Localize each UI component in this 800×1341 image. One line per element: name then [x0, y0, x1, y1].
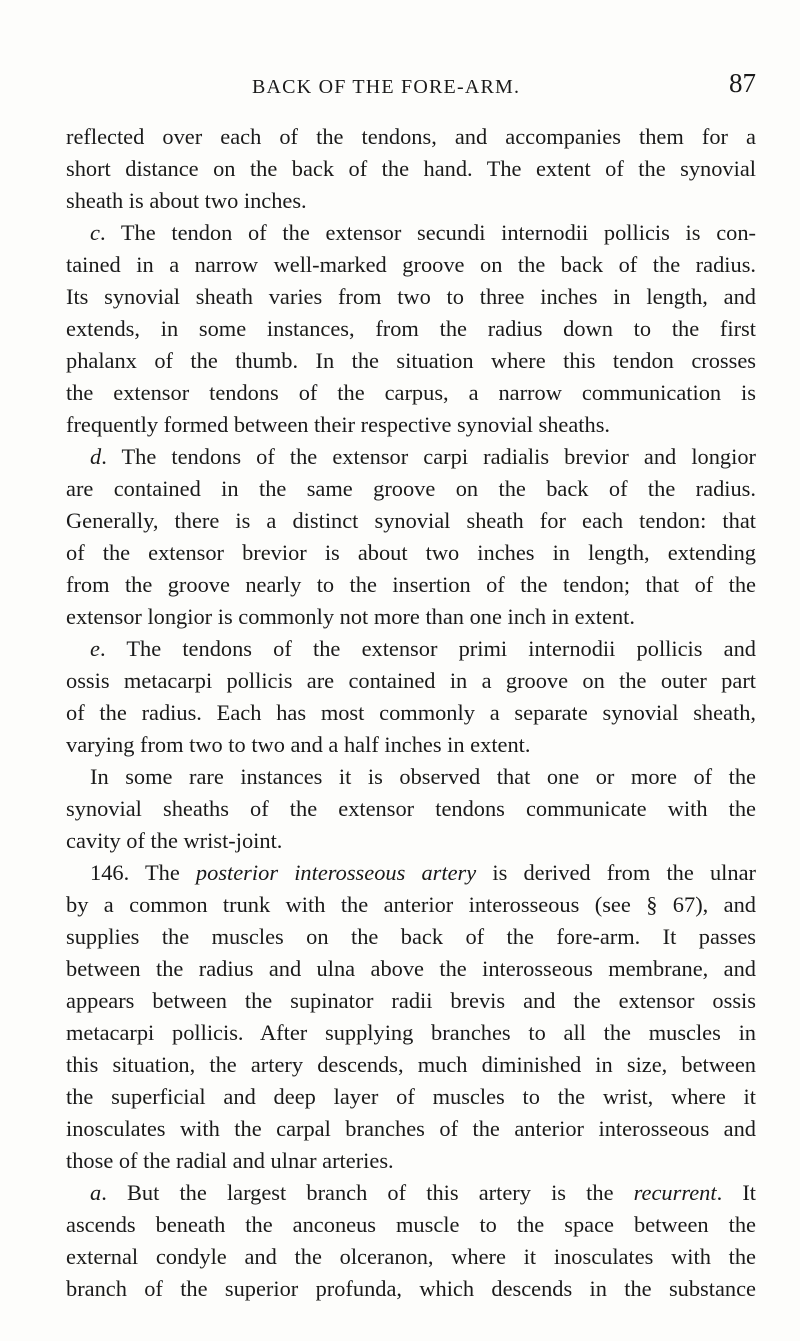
text-line: inosculates with the carpal branches of the anterior interosseous and [66, 1116, 756, 1141]
text-line: Generally, there is a distinct synovial sheath for each tendon: that [66, 508, 756, 533]
text-line: tained in a narrow well-marked groove on the back of the radius. [66, 252, 756, 277]
text-line: ossis metacarpi pollicis are contained in a groove on the outer part [66, 668, 756, 693]
text-line: ascends beneath the anconeus muscle to the space between the [66, 1212, 756, 1237]
text-line: those of the radial and ulnar arteries. [66, 1148, 394, 1173]
text-line: this situation, the artery descends, much diminished in size, between [66, 1052, 756, 1077]
text-line: a. But the largest branch of this artery is the recurrent. It [90, 1180, 756, 1205]
text-line: metacarpi pollicis. After supplying branches to all the muscles in [66, 1020, 756, 1045]
text-line: extensor longior is commonly not more than one inch in extent. [66, 604, 635, 629]
page-number: 87 [729, 68, 756, 98]
running-title: BACK OF THE FORE-ARM. [252, 76, 521, 98]
text-line: branch of the superior profunda, which descends in the substance [66, 1276, 756, 1301]
text-line: frequently formed between their respective synovial sheaths. [66, 412, 611, 437]
text-line: the extensor tendons of the carpus, a narrow communication is [66, 380, 756, 405]
text-line: c. The tendon of the extensor secundi internodii pollicis is con- [90, 220, 756, 245]
running-head [0, 68, 800, 108]
text-line: appears between the supinator radii brevis and the extensor ossis [66, 988, 756, 1013]
text-line: supplies the muscles on the back of the fore-arm. It passes [66, 924, 756, 949]
text-line: of the radius. Each has most commonly a separate synovial sheath, [66, 700, 756, 725]
text-line: phalanx of the thumb. In the situation where this tendon crosses [66, 348, 756, 373]
text-line: from the groove nearly to the insertion of the tendon; that of the [66, 572, 756, 597]
text-line: short distance on the back of the hand. The extent of the synovial [66, 156, 756, 181]
text-line: external condyle and the olceranon, where it inosculates with the [66, 1244, 756, 1269]
text-line: the superficial and deep layer of muscles to the wrist, where it [66, 1084, 756, 1109]
text-line: reflected over each of the tendons, and accompanies them for a [66, 124, 756, 149]
text-line: varying from two to two and a half inches in extent. [66, 732, 531, 757]
text-line: d. The tendons of the extensor carpi radialis brevior and longior [90, 444, 756, 469]
text-line: 146. The posterior interosseous artery is derived from the ulnar [90, 860, 756, 885]
text-line: of the extensor brevior is about two inches in length, extending [66, 540, 756, 565]
text-line: Its synovial sheath varies from two to three inches in length, and [66, 284, 756, 309]
text-line: by a common trunk with the anterior interosseous (see § 67), and [66, 892, 756, 917]
text-line: extends, in some instances, from the radius down to the first [66, 316, 756, 341]
text-line: In some rare instances it is observed that one or more of the [90, 764, 756, 789]
text-line: are contained in the same groove on the back of the radius. [66, 476, 756, 501]
text-line: cavity of the wrist-joint. [66, 828, 283, 853]
text-line: synovial sheaths of the extensor tendons communicate with the [66, 796, 756, 821]
text-line: between the radius and ulna above the interosseous membrane, and [66, 956, 756, 981]
text-line: sheath is about two inches. [66, 188, 307, 213]
text-line: e. The tendons of the extensor primi internodii pollicis and [90, 636, 756, 661]
